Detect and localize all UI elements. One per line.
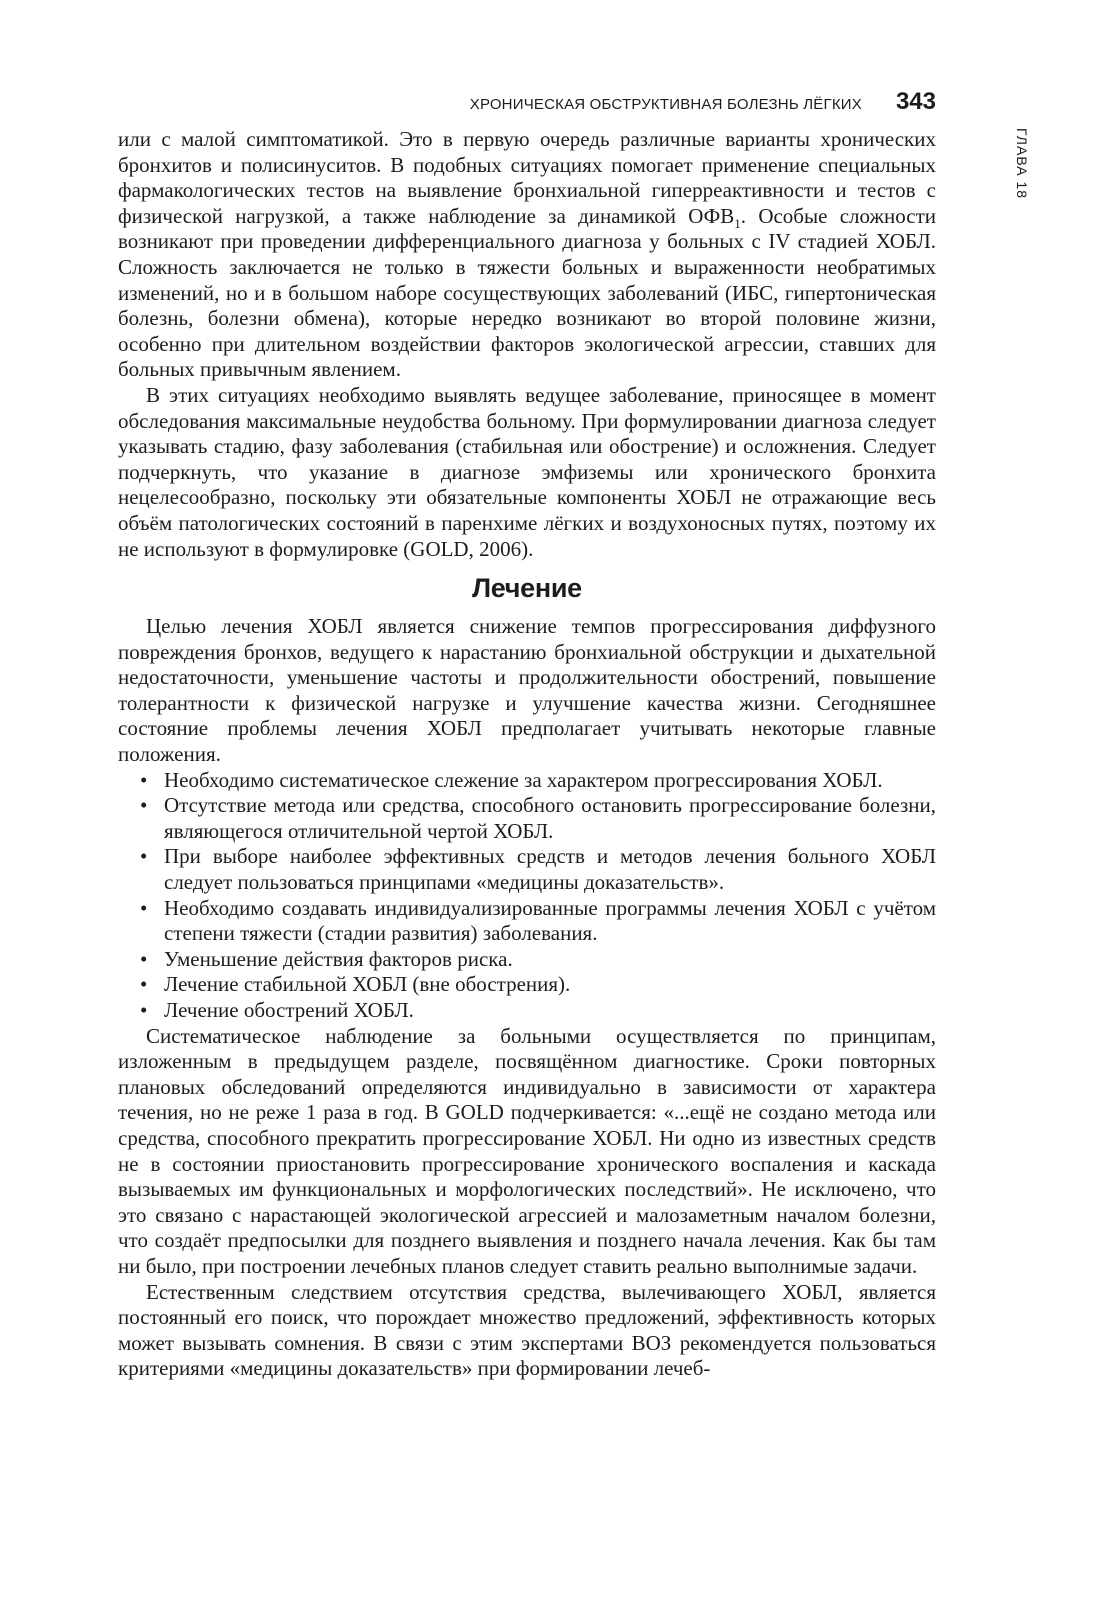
paragraph-systematic-observation: Систематическое наблюдение за больными осуществляется по принципам, изложенным в предыдущем разделе, посвящённом диагностике. Сроки повторных плановых обследований определяются индивидуально в зависимости от характера течения, но не реже 1 раза в год. В GOLD подчеркивается: «...ещё не создано метода или средства, способного прекратить прогрессирование ХОБЛ. Ни одно из известных средств не в состоянии приостановить прогрессирование хронического воспаления и каскада вызываемых им функциональных и морфологических последствий». Не исключено, что это связано с нарастающей экологической агрессией и малозаметным началом болезни, что создаёт предпосылки для позднего выявления и позднего начала лечения. Как бы там ни было, при построении лечебных планов следует ставить реально выполнимые задачи.: [118, 1023, 936, 1278]
section-heading-treatment: Лечение: [472, 573, 582, 604]
list-item-text: Необходимо систематическое слежение за характером прогрессирования ХОБЛ.: [164, 767, 883, 792]
page-number: 343: [895, 88, 936, 115]
subscript-index: 1: [734, 215, 741, 231]
list-item: [140, 844, 936, 895]
bullet-icon: •: [140, 844, 148, 869]
paragraph-differential-diagnosis: [118, 127, 936, 383]
list-item-text: Необходимо создавать индивидуализированные программы лечения ХОБЛ с учётом степени тяжести (стадии развития) заболевания.: [164, 895, 936, 946]
list-item: [140, 895, 936, 947]
treatment-principles-list: [118, 768, 936, 1024]
running-title: ХРОНИЧЕСКАЯ ОБСТРУКТИВНАЯ БОЛЕЗНЬ ЛЁГКИХ: [469, 96, 862, 113]
bullet-icon: •: [140, 998, 148, 1022]
bullet-icon: •: [140, 895, 148, 920]
running-header: [118, 88, 936, 118]
bullet-icon: •: [140, 946, 148, 971]
paragraph-treatment-goals: Целью лечения ХОБЛ является снижение темпов прогрессирования диффузного повреждения бронхов, ведущего к нарастанию бронхиальной обструкции и дыхательной недостаточности, уменьшение частоты и продолжительности обострений, повышение толерантности к физической нагрузке и улучшение качества жизни. Сегодняшнее состояние проблемы лечения ХОБЛ предполагает учитывать некоторые главные положения.: [118, 614, 936, 767]
list-item-text: Уменьшение действия факторов риска.: [164, 946, 513, 971]
bullet-icon: •: [140, 767, 148, 792]
page-body: [118, 127, 936, 1382]
list-item-text: Лечение стабильной ХОБЛ (вне обострения).: [164, 972, 571, 997]
list-item: [140, 998, 936, 1024]
paragraph-evidence-based-medicine: Естественным следствием отсутствия средства, вылечивающего ХОБЛ, является постоянный его поиск, что порождает множество предложений, эффективность которых может вызывать сомнения. В связи с этим экспертами ВОЗ рекомендуется пользоваться критериями «медицины доказательств» при формировании лечеб-: [118, 1279, 936, 1381]
list-item-text: При выборе наиболее эффективных средств и методов лечения больного ХОБЛ следует пользоваться принципами «медицины доказательств».: [164, 844, 936, 895]
paragraph-text-continued: . Особые сложности возникают при проведении дифференциального диагноза у больных с IV стадией ХОБЛ. Сложность заключается не только в тяжести больных и выраженности необратимых изменений, но и в большом наборе сосуществующих заболеваний (ИБС, гипертоническая болезнь, болезни обмена), которые нередко возникают во второй половине жизни, особенно при длительном воздействии факторов экологической агрессии, ставших для больных привычным явлением.: [118, 203, 936, 382]
list-item: [140, 946, 936, 973]
bullet-icon: •: [140, 793, 148, 818]
list-item-text: Отсутствие метода или средства, способного остановить прогрессирование болезни, являющегося отличительной чертой ХОБЛ.: [164, 793, 936, 843]
chapter-side-tab: ГЛАВА 18: [1014, 128, 1030, 199]
paragraph-text: или с малой симптоматикой. Это в первую очередь различные варианты хронических бронхитов и полисинуситов. В подобных ситуациях помогает применение специальных фармакологических тестов на выявление бронхиальной гиперреактивности и тестов с физической нагрузкой, а также наблюдение за динамикой ОФВ: [118, 127, 936, 228]
list-item: [140, 793, 936, 844]
paragraph-diagnosis-formulation: В этих ситуациях необходимо выявлять ведущее заболевание, приносящее в момент обследования максимальные неудобства больному. При формулировании диагноза следует указывать стадию, фазу заболевания (стабильная или обострение) и осложнения. Следует подчеркнуть, что указание в диагнозе эмфиземы или хронического бронхита нецелесообразно, поскольку эти обязательные компоненты ХОБЛ не отражающие весь объём патологических состояний в паренхиме лёгких и воздухоносных путях, поэтому их не используют в формулировке (GOLD, 2006).: [118, 382, 936, 561]
list-item: [140, 972, 936, 998]
bullet-icon: •: [140, 972, 148, 997]
list-item-text: Лечение обострений ХОБЛ.: [164, 998, 414, 1022]
list-item: [140, 767, 936, 794]
